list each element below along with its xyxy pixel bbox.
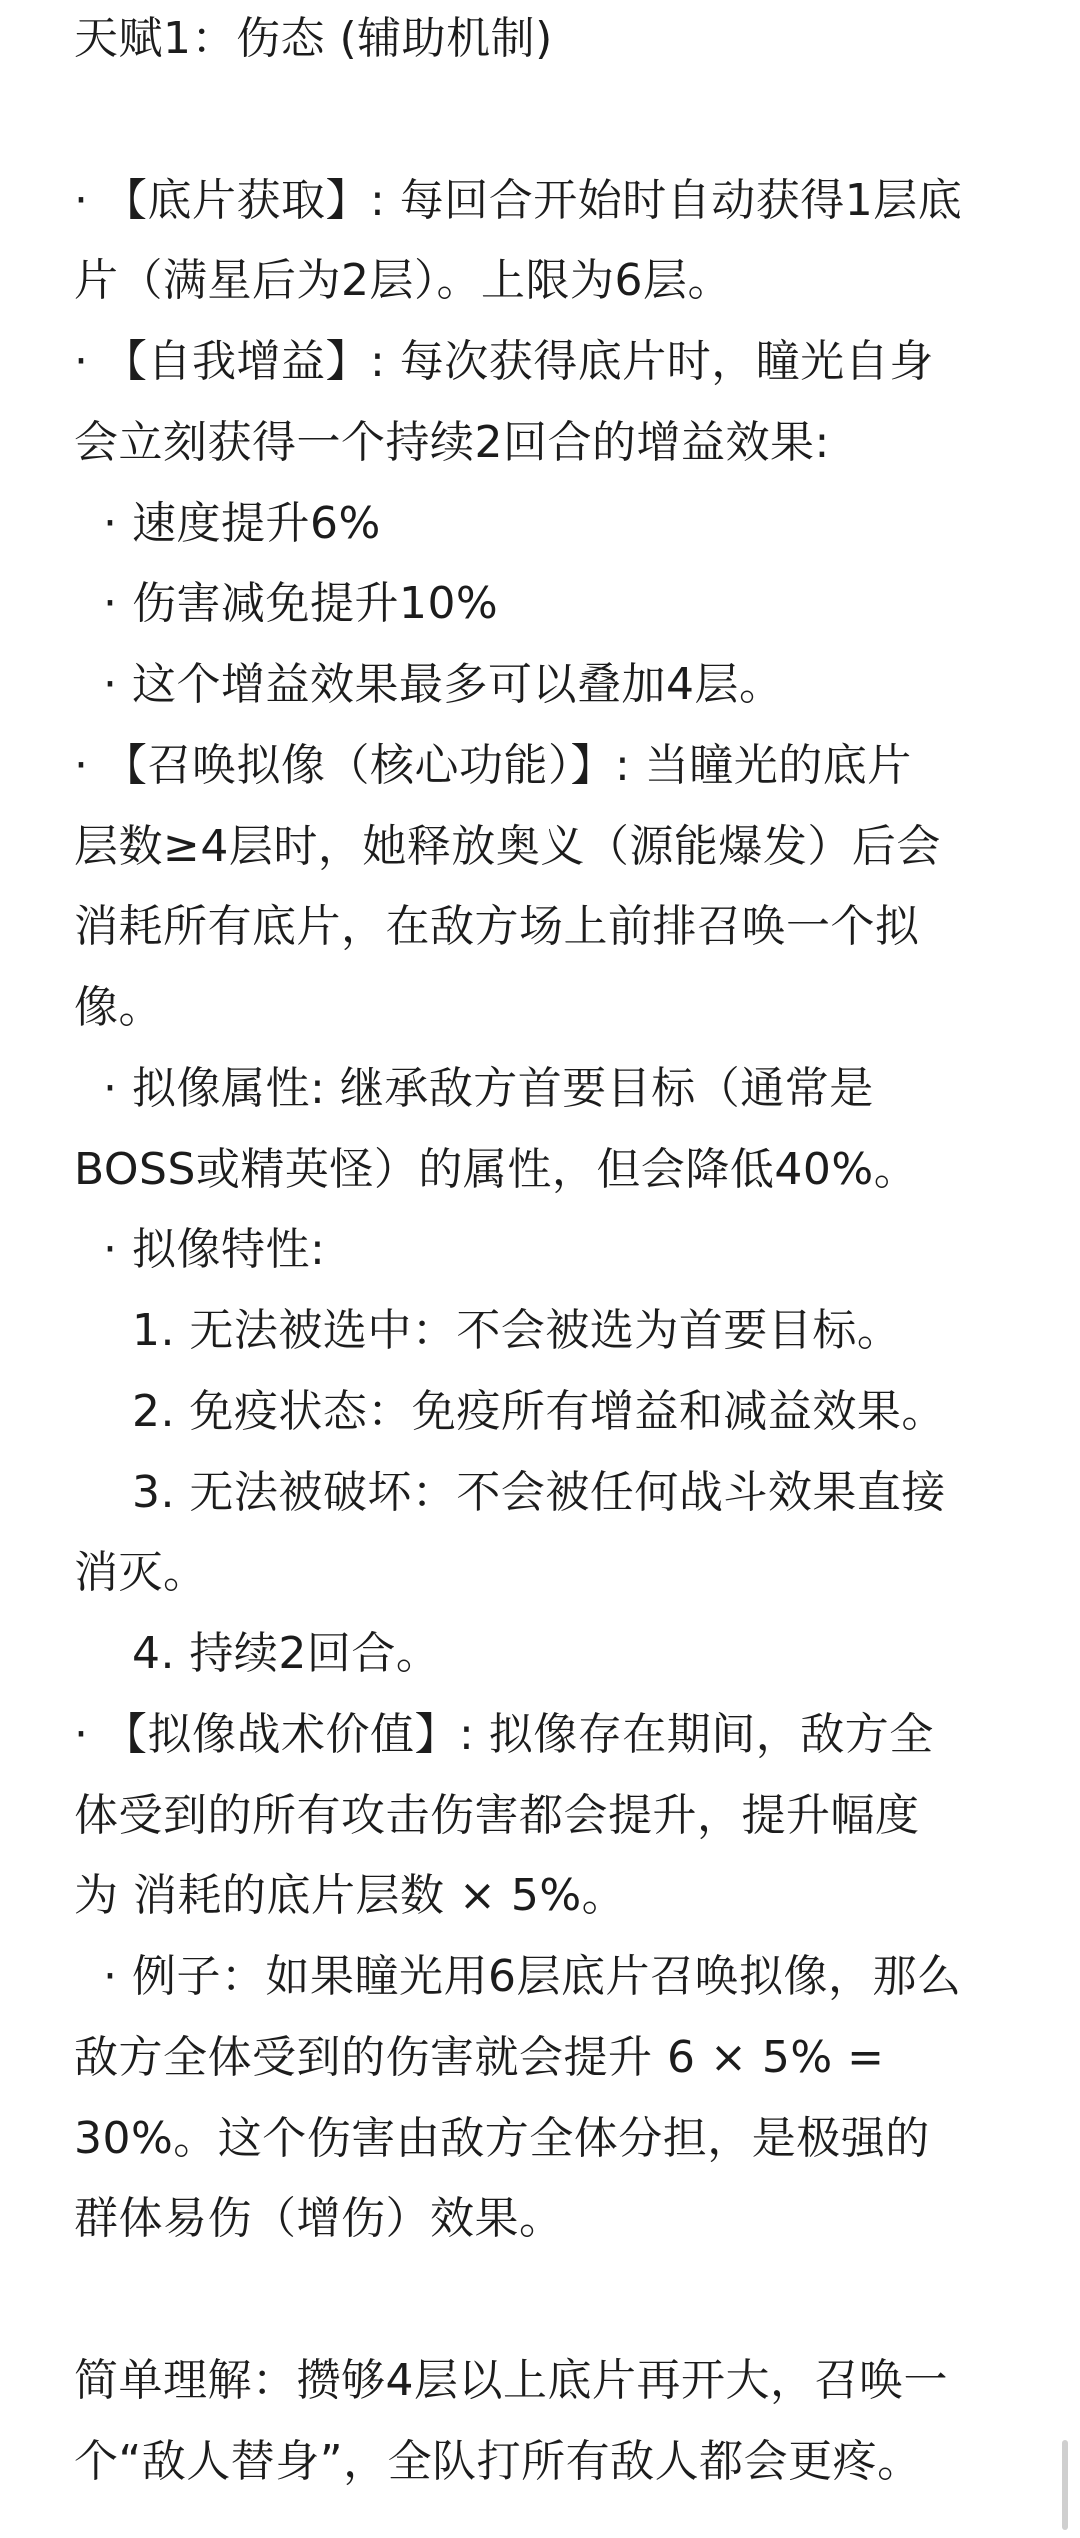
numbered-line: 1. 无法被选中：不会被选为首要目标。 — [74, 1305, 902, 1356]
sub-bullet-line: · 这个增益效果最多可以叠加4层。 — [74, 659, 784, 710]
text-line: 层数≥4层时，她释放奥义（源能爆发）后会 — [74, 821, 941, 872]
sub-bullet-line: · 拟像特性: — [74, 1224, 326, 1275]
text-line: 消耗所有底片，在敌方场上前排召唤一个拟 — [74, 901, 920, 952]
bullet-line: · 【底片获取】: 每回合开始时自动获得1层底 — [74, 175, 963, 226]
summary-line: 简单理解：攒够4层以上底片再开大，召唤一 — [74, 2355, 948, 2406]
bullet-line: · 【召唤拟像（核心功能）】: 当瞳光的底片 — [74, 740, 912, 791]
text-line: 像。 — [74, 982, 163, 1033]
text-line: 体受到的所有攻击伤害都会提升，提升幅度 — [74, 1790, 920, 1841]
text-line: 片（满星后为2层）。上限为6层。 — [74, 255, 732, 306]
sub-bullet-line: · 速度提升6% — [74, 498, 381, 549]
numbered-line: 3. 无法被破坏：不会被任何战斗效果直接 — [74, 1467, 946, 1518]
sub-bullet-line: · 例子：如果瞳光用6层底片召唤拟像，那么 — [74, 1951, 962, 2002]
text-line: 为 消耗的底片层数 × 5%。 — [74, 1870, 627, 1921]
text-line: 消灭。 — [74, 1547, 208, 1598]
summary-line: 个“敌人替身”，全队打所有敌人都会更疼。 — [74, 2436, 922, 2487]
text-line: 敌方全体受到的伤害就会提升 6 × 5% = — [74, 2032, 885, 2083]
sub-bullet-line: · 伤害减免提升10% — [74, 578, 499, 629]
title-line: 天赋1：伤态 (辅助机制) — [74, 13, 553, 64]
text-line: 群体易伤（增伤）效果。 — [74, 2193, 564, 2244]
text-line: 会立刻获得一个持续2回合的增益效果: — [74, 417, 830, 468]
text-line: BOSS或精英怪）的属性，但会降低40%。 — [74, 1144, 919, 1195]
numbered-line: 4. 持续2回合。 — [74, 1628, 441, 1679]
sub-bullet-line: · 拟像属性: 继承敌方首要目标（通常是 — [74, 1063, 874, 1114]
text-line: 30%。这个伤害由敌方全体分担，是极强的 — [74, 2113, 930, 2164]
numbered-line: 2. 免疫状态：免疫所有增益和减益效果。 — [74, 1386, 946, 1437]
scrollbar[interactable] — [1062, 2440, 1068, 2530]
bullet-line: · 【拟像战术价值】: 拟像存在期间，敌方全 — [74, 1709, 934, 1760]
bullet-line: · 【自我增益】: 每次获得底片时，瞳光自身 — [74, 336, 934, 387]
